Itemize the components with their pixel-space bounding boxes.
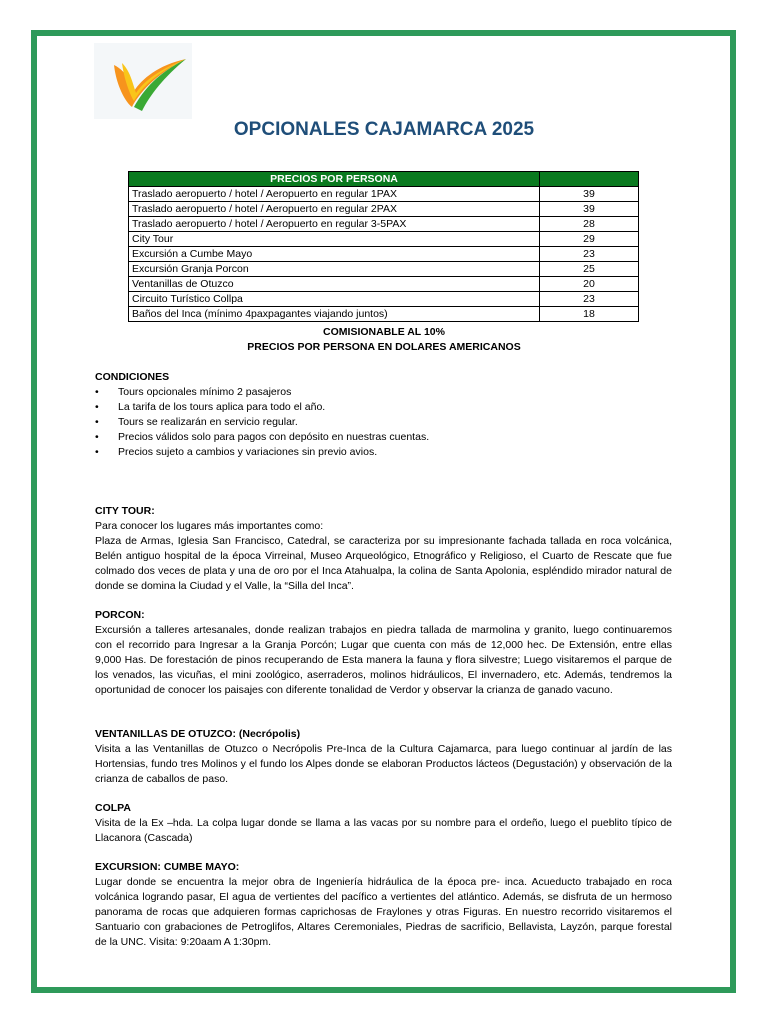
prices-table <box>128 171 639 322</box>
conditions-list <box>95 385 672 460</box>
logo-check-icon <box>94 43 192 119</box>
currency-note: PRECIOS POR PERSONA EN DOLARES AMERICANOS <box>247 341 521 353</box>
porcon-section <box>95 608 672 698</box>
page-title: OPCIONALES CAJAMARCA 2025 <box>233 119 535 140</box>
list-item: • La tarifa de los tours aplica para todo el año. <box>95 400 672 415</box>
table-row <box>129 232 639 247</box>
porcon-heading: PORCON: <box>95 609 145 621</box>
table-row <box>129 277 639 292</box>
price-item-label: Traslado aeropuerto / hotel / Aeropuerto en regular 1PAX <box>129 187 540 202</box>
table-row <box>129 187 639 202</box>
city-tour-body: Plaza de Armas, Iglesia San Francisco, Catedral, se caracteriza por su impresionante fachada tallada en roca volcánica, Belén antiguo hospital de la época Virreinal, Museo Arqueológico, Etnográfico y Religioso, el Cuarto de Rescate que fue colmado dos veces de plata y una de oro por el Inca Atahualpa, la colina de Santa Apolonia, espléndido mirador natural de donde se domina la Ciudad y el Valle, la “Silla del Inca”. <box>95 535 672 592</box>
list-item: • Tours opcionales mínimo 2 pasajeros <box>95 385 672 400</box>
prices-table-header-value <box>540 172 639 187</box>
table-row <box>129 292 639 307</box>
list-item: • Tours se realizarán en servicio regular. <box>95 415 672 430</box>
table-row <box>129 247 639 262</box>
colpa-body: Visita de la Ex –hda. La colpa lugar donde se llama a las vacas por su nombre para el ordeño, luego el pueblito típico de Llacanora (Cascada) <box>95 817 672 844</box>
price-item-value: 23 <box>540 292 639 307</box>
price-item-value: 25 <box>540 262 639 277</box>
city-tour-section <box>95 504 672 594</box>
conditions-section <box>95 370 672 460</box>
table-row <box>129 262 639 277</box>
price-item-label: Circuito Turístico Collpa <box>129 292 540 307</box>
table-row <box>129 202 639 217</box>
cumbe-mayo-heading: EXCURSION: CUMBE MAYO: <box>95 861 240 873</box>
city-tour-intro: Para conocer los lugares más importantes como: <box>95 520 324 532</box>
price-item-value: 39 <box>540 187 639 202</box>
price-item-label: Ventanillas de Otuzco <box>129 277 540 292</box>
price-item-label: Baños del Inca (mínimo 4paxpagantes viajando juntos) <box>129 307 540 322</box>
list-item: • Precios sujeto a cambios y variaciones sin previo avios. <box>95 445 672 460</box>
price-item-value: 28 <box>540 217 639 232</box>
prices-table-header: PRECIOS POR PERSONA <box>129 172 540 187</box>
porcon-body: Excursión a talleres artesanales, donde realizan trabajos en piedra tallada de marmolina y granito, luego continuaremos con el recorrido para Ingresar a la Granja Porcón; Lugar que cuenta con más de 12,000 hec. De Extensión, entre ellas 9,000 Has. De forestación de pinos recuperando de Esta manera la fauna y flora silvestre; Luego visitaremos el parque de los venados, las vicuñas, el mini zoológico, aserraderos, molinos hidráulicos, El invernadero, etc. Además, tendremos la oportunidad de conocer los paisajes con diferente tonalidad de Verdor y observar la crianza de ganado vacuno. <box>95 624 672 696</box>
price-item-value: 39 <box>540 202 639 217</box>
ventanillas-body: Visita a las Ventanillas de Otuzco o Necrópolis Pre-Inca de la Cultura Cajamarca, para luego continuar al jardín de las Hortensias, fundo tres Molinos y el fundo los Alpes donde se elaboran Productos lácteos (Degustación) y observación de la crianza de caballos de paso. <box>95 743 672 785</box>
conditions-heading: CONDICIONES <box>95 371 170 383</box>
price-item-label: Excursión Granja Porcon <box>129 262 540 277</box>
city-tour-heading: CITY TOUR: <box>95 505 155 517</box>
commission-note: COMISIONABLE AL 10% <box>323 326 445 338</box>
price-item-label: City Tour <box>129 232 540 247</box>
cumbe-mayo-section <box>95 860 672 950</box>
price-item-label: Excursión a Cumbe Mayo <box>129 247 540 262</box>
price-item-value: 20 <box>540 277 639 292</box>
price-item-label: Traslado aeropuerto / hotel / Aeropuerto en regular 2PAX <box>129 202 540 217</box>
list-item: • Precios válidos solo para pagos con depósito en nuestras cuentas. <box>95 430 672 445</box>
table-row <box>129 307 639 322</box>
company-logo <box>94 43 192 119</box>
price-item-label: Traslado aeropuerto / hotel / Aeropuerto en regular 3-5PAX <box>129 217 540 232</box>
price-item-value: 29 <box>540 232 639 247</box>
price-item-value: 18 <box>540 307 639 322</box>
colpa-section <box>95 801 672 846</box>
colpa-heading: COLPA <box>95 802 131 814</box>
cumbe-mayo-body: Lugar donde se encuentra la mejor obra de Ingeniería hidráulica de la época pre- inca. Acueducto trabajado en roca volcánica logrando pasar, El agua de vertientes del pacífico a vertientes del atlántico. Además, se disfruta de un hermoso panorama de rocas que adquieren formas caprichosas de Fraylones y otras Figuras. En nuestro recorrido visitaremos el Santuario con grabaciones de Petroglifos, Altares Ceremoniales, Piedras de sacrificio, Bellavista, Layzón, parque forestal de la UNC. Visita: 9:20aam A 1:30pm. <box>95 876 672 948</box>
ventanillas-section <box>95 727 672 787</box>
price-item-value: 23 <box>540 247 639 262</box>
ventanillas-heading: VENTANILLAS DE OTUZCO: (Necrópolis) <box>95 728 301 740</box>
table-row <box>129 217 639 232</box>
